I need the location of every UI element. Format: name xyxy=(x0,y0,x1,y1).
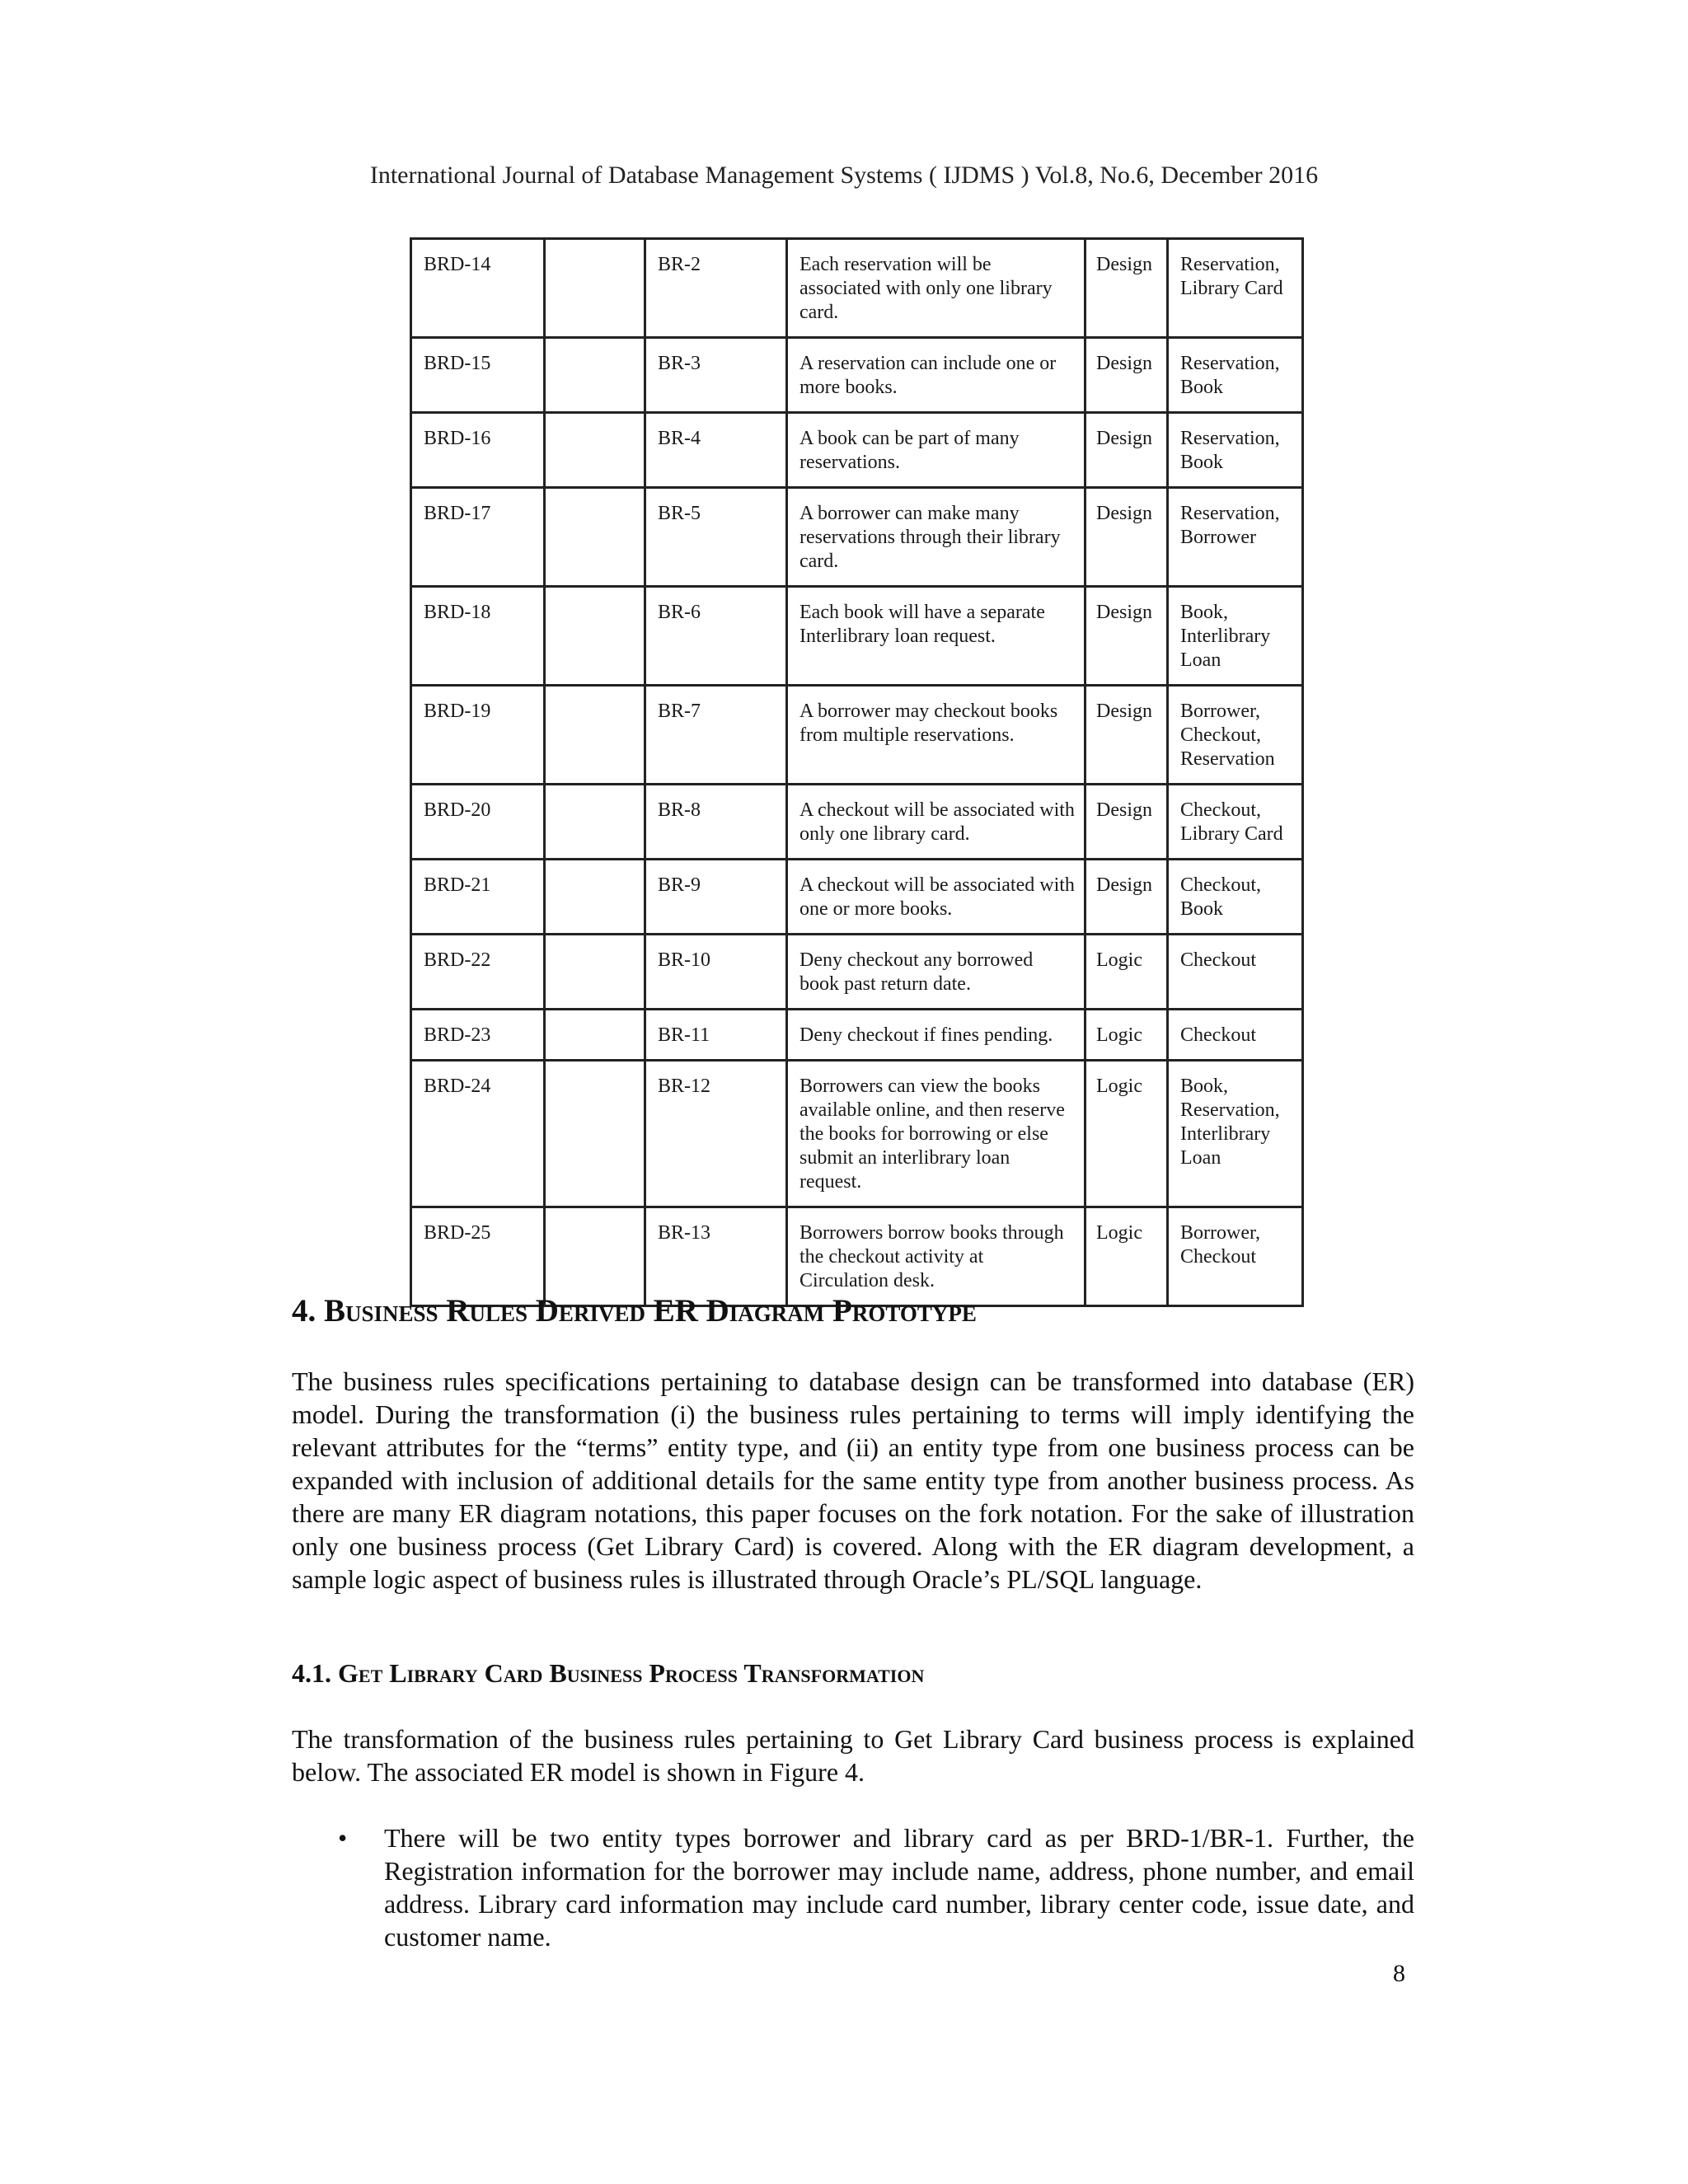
rule-type-cell: Design xyxy=(1085,413,1168,488)
rule-type-cell: Logic xyxy=(1085,935,1168,1010)
blank-cell xyxy=(545,587,645,686)
body-paragraph-2: The transformation of the business rules pertaining to Get Library Card business process is explained below. The associated ER model is shown in Figure 4. xyxy=(292,1724,1414,1787)
brd-id-cell: BRD-15 xyxy=(411,338,545,413)
entities-cell: Book, Reservation, Interlibrary Loan xyxy=(1168,1061,1303,1207)
rule-description-cell: A checkout will be associated with one or more books. xyxy=(787,860,1085,935)
entities-cell: Reservation, Borrower xyxy=(1168,488,1303,587)
brd-id-cell: BRD-25 xyxy=(411,1207,545,1306)
page-number: 8 xyxy=(1393,1960,1405,1987)
entities-cell: Reservation, Book xyxy=(1168,413,1303,488)
bullet-item xyxy=(292,1821,1414,1953)
subsection-heading: 4.1. Get Library Card Business Process Transformation xyxy=(292,1658,925,1688)
table-row xyxy=(411,587,1303,686)
br-id-cell: BR-9 xyxy=(645,860,787,935)
rule-description-cell: Borrowers can view the books available online, and then reserve the books for borrowing or else submit an interlibrary loan request. xyxy=(787,1061,1085,1207)
entities-cell: Checkout, Book xyxy=(1168,860,1303,935)
rule-type-cell: Design xyxy=(1085,239,1168,338)
br-id-cell: BR-12 xyxy=(645,1061,787,1207)
table-row xyxy=(411,1010,1303,1061)
br-id-cell: BR-11 xyxy=(645,1010,787,1061)
rule-description-cell: Deny checkout if fines pending. xyxy=(787,1010,1085,1061)
rule-type-cell: Design xyxy=(1085,860,1168,935)
rule-description-cell: Deny checkout any borrowed book past return date. xyxy=(787,935,1085,1010)
bullet-marker: • xyxy=(338,1823,348,1853)
blank-cell xyxy=(545,239,645,338)
table-row xyxy=(411,1061,1303,1207)
table-row xyxy=(411,413,1303,488)
blank-cell xyxy=(545,413,645,488)
rule-type-cell: Design xyxy=(1085,488,1168,587)
br-id-cell: BR-10 xyxy=(645,935,787,1010)
table-row xyxy=(411,785,1303,860)
rule-type-cell: Logic xyxy=(1085,1207,1168,1306)
brd-id-cell: BRD-20 xyxy=(411,785,545,860)
entities-cell: Checkout, Library Card xyxy=(1168,785,1303,860)
blank-cell xyxy=(545,488,645,587)
blank-cell xyxy=(545,1061,645,1207)
brd-id-cell: BRD-14 xyxy=(411,239,545,338)
br-id-cell: BR-3 xyxy=(645,338,787,413)
entities-cell: Borrower, Checkout, Reservation xyxy=(1168,686,1303,785)
br-id-cell: BR-5 xyxy=(645,488,787,587)
blank-cell xyxy=(545,935,645,1010)
br-id-cell: BR-7 xyxy=(645,686,787,785)
rule-description-cell: A reservation can include one or more books. xyxy=(787,338,1085,413)
rule-description-cell: Each reservation will be associated with only one library card. xyxy=(787,239,1085,338)
entities-cell: Checkout xyxy=(1168,1010,1303,1061)
bullet-list xyxy=(292,1821,1414,1953)
entities-cell: Borrower, Checkout xyxy=(1168,1207,1303,1306)
brd-id-cell: BRD-24 xyxy=(411,1061,545,1207)
rule-type-cell: Logic xyxy=(1085,1061,1168,1207)
br-id-cell: BR-13 xyxy=(645,1207,787,1306)
section-heading: 4. Business Rules Derived ER Diagram Prototype xyxy=(292,1293,977,1329)
table-row xyxy=(411,935,1303,1010)
rule-type-cell: Design xyxy=(1085,338,1168,413)
blank-cell xyxy=(545,860,645,935)
rule-type-cell: Design xyxy=(1085,587,1168,686)
rule-type-cell: Design xyxy=(1085,686,1168,785)
rule-description-cell: A borrower can make many reservations through their library card. xyxy=(787,488,1085,587)
rule-description-cell: A borrower may checkout books from multiple reservations. xyxy=(787,686,1085,785)
entities-cell: Reservation, Book xyxy=(1168,338,1303,413)
brd-id-cell: BRD-23 xyxy=(411,1010,545,1061)
brd-id-cell: BRD-22 xyxy=(411,935,545,1010)
blank-cell xyxy=(545,785,645,860)
business-rules-table xyxy=(410,237,1304,1307)
brd-id-cell: BRD-17 xyxy=(411,488,545,587)
blank-cell xyxy=(545,338,645,413)
entities-cell: Book, Interlibrary Loan xyxy=(1168,587,1303,686)
table-row xyxy=(411,860,1303,935)
running-header: International Journal of Database Management Systems ( IJDMS ) Vol.8, No.6, December 2016 xyxy=(369,162,1319,189)
rule-description-cell: Borrowers borrow books through the checkout activity at Circulation desk. xyxy=(787,1207,1085,1306)
br-id-cell: BR-8 xyxy=(645,785,787,860)
entities-cell: Reservation, Library Card xyxy=(1168,239,1303,338)
table-row xyxy=(411,338,1303,413)
blank-cell xyxy=(545,1207,645,1306)
table-row xyxy=(411,686,1303,785)
brd-id-cell: BRD-21 xyxy=(411,860,545,935)
brd-id-cell: BRD-19 xyxy=(411,686,545,785)
entities-cell: Checkout xyxy=(1168,935,1303,1010)
rule-description-cell: Each book will have a separate Interlibrary loan request. xyxy=(787,587,1085,686)
br-id-cell: BR-6 xyxy=(645,587,787,686)
rule-description-cell: A checkout will be associated with only one library card. xyxy=(787,785,1085,860)
rule-description-cell: A book can be part of many reservations. xyxy=(787,413,1085,488)
table-row xyxy=(411,239,1303,338)
blank-cell xyxy=(545,1010,645,1061)
rule-type-cell: Logic xyxy=(1085,1010,1168,1061)
bullet-text: There will be two entity types borrower and library card as per BRD-1/BR-1. Further, the Registration information for the borrower may include name, address, phone number, and email address. Library card information may include card number, library center code, issue date, and customer name. xyxy=(384,1823,1414,1952)
table-row xyxy=(411,1207,1303,1306)
br-id-cell: BR-2 xyxy=(645,239,787,338)
blank-cell xyxy=(545,686,645,785)
table-row xyxy=(411,488,1303,587)
br-id-cell: BR-4 xyxy=(645,413,787,488)
body-paragraph-1: The business rules specifications pertaining to database design can be transformed into database (ER) model. During the transformation (i) the business rules pertaining to terms will imply identifying the relevant attributes for the “terms” entity type, and (ii) an entity type from one business process can be expanded with inclusion of additional details for the same entity type from another business process. As there are many ER diagram notations, this paper focuses on the fork notation. For the sake of illustration only one business process (Get Library Card) is covered. Along with the ER diagram development, a sample logic aspect of business rules is illustrated through Oracle’s PL/SQL language. xyxy=(292,1366,1414,1594)
rule-type-cell: Design xyxy=(1085,785,1168,860)
business-rules-table-body xyxy=(411,239,1303,1306)
brd-id-cell: BRD-18 xyxy=(411,587,545,686)
brd-id-cell: BRD-16 xyxy=(411,413,545,488)
